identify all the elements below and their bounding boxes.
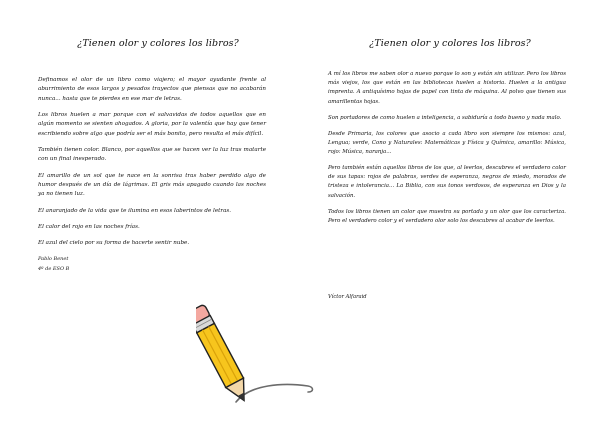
paragraph: Los libros huelen a mar porque con el salvavidas de todos aquellos que en algún momento se sienten ahogados. A gloria, por la valentía que hay que tener escribiendo sobre algo que podría ser el más bonito, pero resulta el más difícil. <box>38 112 266 137</box>
left-page-body <box>38 76 266 273</box>
paragraph: También tienen color. Blanco, por aquellos que se hacen ver la luz tras matarte con un final inesperado. <box>38 147 266 163</box>
paragraph: El calor del rojo en las noches frías. <box>38 223 140 230</box>
right-page-title: ¿Tienen olor y colores los libros? <box>369 38 531 49</box>
author-signature: Víctor Alfaraid <box>328 294 367 300</box>
right-page-body <box>328 70 566 233</box>
paragraph: Todos los libros tienen un color que muestra su portada y un olor que los caracteriza. Pero el verdadero color y el verdadero olor solo los descubres al acabar de leerlos. <box>328 208 566 224</box>
paragraph: Son portadores de como huelen a inteligencia, a sabiduría a todo bueno y nada malo. <box>328 114 562 121</box>
paragraph: Pero también están aquellos libros de los que, al leerlos, descubres el verdadero color de sus tapas: rojos de palabras, verdes de esperanza, negros de miedo, morados de tristeza e intolerancia... La Biblia, con sus tonos verdosos, de esperanza en Dios y la salvación. <box>328 165 566 199</box>
right-page <box>300 0 600 424</box>
paragraph: El anaranjado de la vida que te ilumina en esos laberintos de letras. <box>38 207 232 214</box>
author-signature: Pablo Benet <box>38 256 69 263</box>
paragraph: Definamos el olor de un libro como viajero; el mayor ayudante frente al aburrimiento de esos largos y pesados trayectos que piensas que no acabarán nunca... hasta que te pierdes en ese mar de letras. <box>38 77 266 102</box>
paragraph: El azul del cielo por su forma de hacerte sentir nube. <box>38 240 190 247</box>
author-course: 4º de ESO B <box>38 266 70 273</box>
pencil-icon <box>196 300 326 420</box>
paragraph: El amarillo de un sol que te nace en la sonrisa tras haber perdido algo de humor después de un día de lágrimas. El gris más apagado cuando las noches ya no tienen luz. <box>38 172 266 198</box>
paragraph: A mí los libros me saben olor a nuevo porque lo son y están sin utilizar. Pero los libros más viejos, los que están en las bibliotecas huelen a historia. Huelen a la antigua imprenta. A antiquísimo hojas de papel con tinta de máquina. Al polvo que tienen sus amarillentas hojas. <box>328 71 566 105</box>
left-page-title: ¿Tienen olor y colores los libros? <box>77 38 239 49</box>
paragraph: Desde Primaria, los colores que asocio a cada libro son siempre los mismos: azul, Lengua; verde, Cono y Naturales: Matemáticas y Física y Química, amarillo: Música, rojo: Música, naranja... <box>328 130 566 156</box>
